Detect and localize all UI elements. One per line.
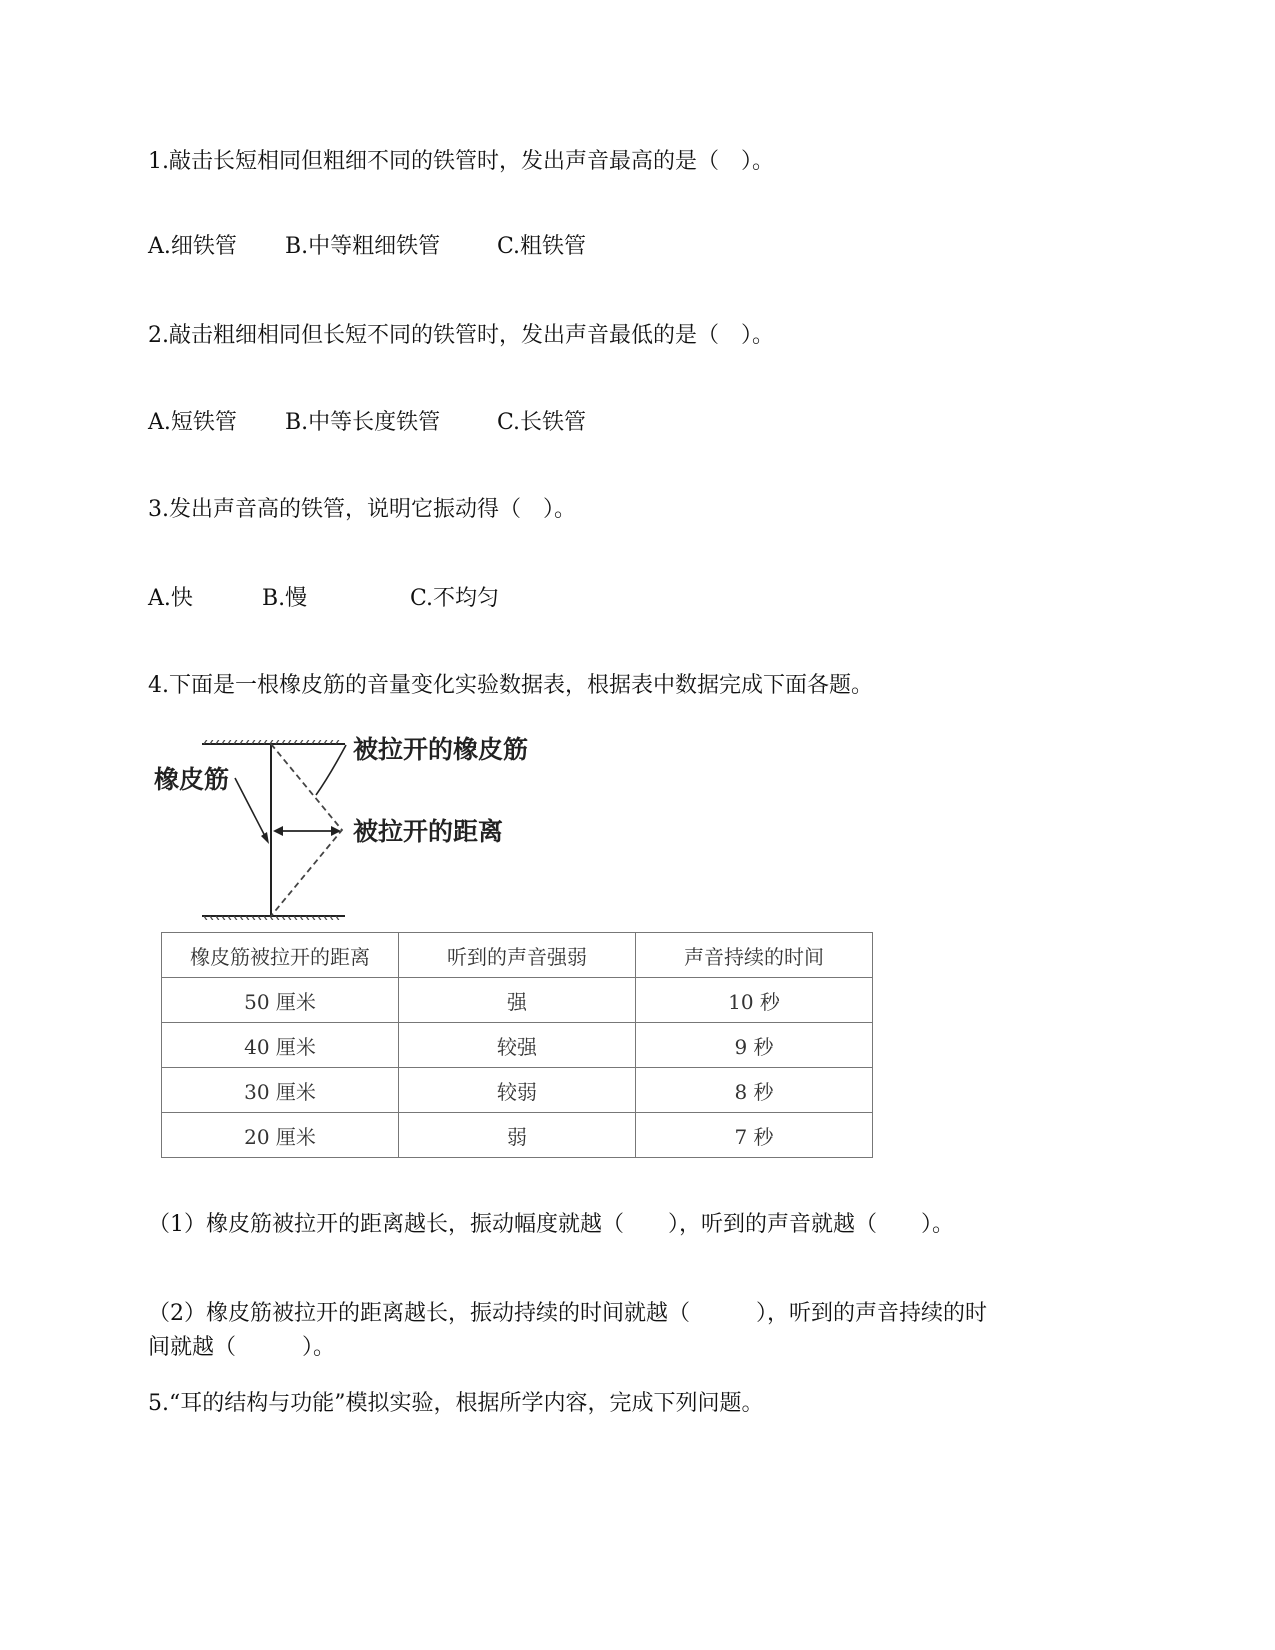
question-2-option-a[interactable]: A.短铁管: [148, 410, 237, 435]
cell-distance: 30 厘米: [162, 1068, 399, 1113]
question-4-sub-2-line-2: 间就越（ ）。: [148, 1335, 336, 1360]
distance-arrow-left-head: [273, 826, 283, 836]
label-rubber-band: 橡皮筋: [154, 765, 230, 794]
question-3-option-b[interactable]: B.慢: [262, 586, 308, 611]
cell-loudness: 较强: [399, 1023, 636, 1068]
table-row: [162, 1068, 873, 1113]
question-4-stem: 4.下面是一根橡皮筋的音量变化实验数据表，根据表中数据完成下面各题。: [148, 673, 873, 698]
header-duration: 声音持续的时间: [636, 933, 873, 978]
cell-loudness: 较弱: [399, 1068, 636, 1113]
cell-duration: 9 秒: [636, 1023, 873, 1068]
band-leader-head: [261, 832, 269, 844]
question-4-sub-1: （1）橡皮筋被拉开的距离越长，振动幅度就越（ ），听到的声音就越（ ）。: [148, 1212, 954, 1237]
stretched-leader-line: [316, 745, 346, 795]
rubber-band-diagram: [150, 735, 570, 920]
header-distance: 橡皮筋被拉开的距离: [162, 933, 399, 978]
question-5-stem: 5.“耳的结构与功能”模拟实验，根据所学内容，完成下列问题。: [148, 1391, 764, 1416]
question-2-stem: 2.敲击粗细相同但长短不同的铁管时，发出声音最低的是（ ）。: [148, 323, 774, 348]
question-2-option-c[interactable]: C.长铁管: [497, 410, 587, 435]
header-loudness: 听到的声音强弱: [399, 933, 636, 978]
band-leader-line: [235, 778, 267, 840]
question-1-option-a[interactable]: A.细铁管: [148, 234, 237, 259]
table-row: [162, 978, 873, 1023]
cell-loudness: 强: [399, 978, 636, 1023]
cell-duration: 10 秒: [636, 978, 873, 1023]
question-2-option-b[interactable]: B.中等长度铁管: [285, 410, 441, 435]
cell-duration: 7 秒: [636, 1113, 873, 1158]
label-stretch-distance: 被拉开的距离: [353, 817, 504, 846]
cell-distance: 50 厘米: [162, 978, 399, 1023]
table-row: [162, 1113, 873, 1158]
cell-distance: 20 厘米: [162, 1113, 399, 1158]
question-1-option-c[interactable]: C.粗铁管: [497, 234, 587, 259]
cell-loudness: 弱: [399, 1113, 636, 1158]
question-3-stem: 3.发出声音高的铁管，说明它振动得（ ）。: [148, 497, 576, 522]
table-row: [162, 1023, 873, 1068]
question-3-option-a[interactable]: A.快: [148, 586, 193, 611]
question-1-stem: 1.敲击长短相同但粗细不同的铁管时，发出声音最高的是（ ）。: [148, 149, 774, 174]
question-4-sub-2-line-1: （2）橡皮筋被拉开的距离越长，振动持续的时间就越（ ），听到的声音持续的时: [148, 1301, 987, 1326]
question-3-option-c[interactable]: C.不均匀: [410, 586, 500, 611]
distance-arrow-right-head: [331, 826, 341, 836]
label-stretched-band: 被拉开的橡皮筋: [353, 735, 529, 764]
question-1-option-b[interactable]: B.中等粗细铁管: [285, 234, 441, 259]
cell-duration: 8 秒: [636, 1068, 873, 1113]
experiment-data-table: [161, 932, 873, 1158]
table-header-row: [162, 933, 873, 978]
cell-distance: 40 厘米: [162, 1023, 399, 1068]
